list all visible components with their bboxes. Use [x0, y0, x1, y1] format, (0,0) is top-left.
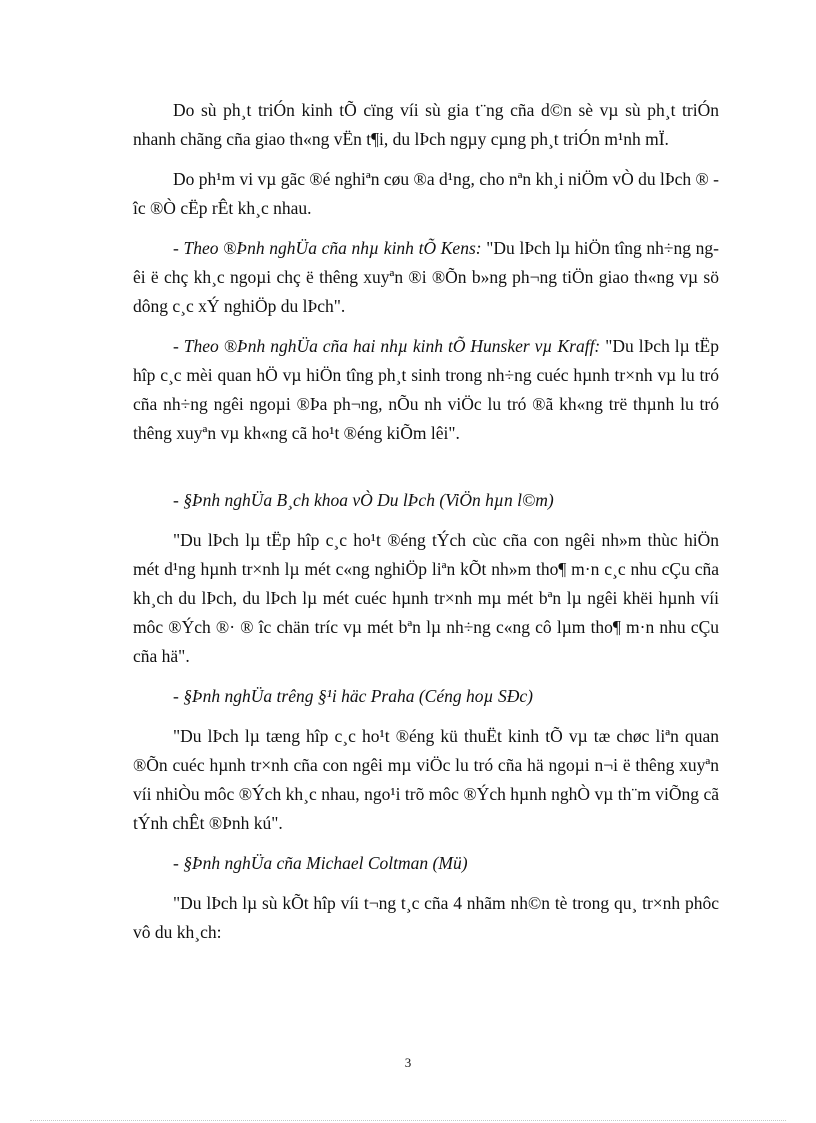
paragraph-2: Do ph¹m vi vµ gãc ®é nghiªn cøu ®a d¹ng, cho nªn kh¸i niÖm vÒ du lÞch ® îc ®Ò cËp rÊt kh¸c nhau. [133, 169, 719, 218]
paragraph-4: - Theo ®Þnh nghÜa cña hai nhµ kinh tÕ Hunsker vµ Kraff: "Du lÞch lµ tËp hîp c¸c mèi quan hÖ vµ hiÖn tîng ph¸t sinh trong nh÷ng cuéc hµnh tr×nh vµ lu tró cña nh÷ng ngêi ngoµi ®Þa ph¬ng, nÕu nh viÖc lu tró ®ã kh«ng trë thµnh lu tró thêng xuyªn vµ kh«ng cã ho¹t ®éng kiÕm lêi". [133, 336, 719, 443]
footer-divider [30, 1120, 786, 1121]
body-text [133, 96, 719, 958]
definition-heading: - §Þnh nghÜa cña Michael Coltman (Mü) [173, 853, 468, 873]
paragraph-9 [133, 849, 719, 878]
definition-lead: - Theo ®Þnh nghÜa cña nhµ kinh tÕ Kens: [173, 238, 482, 258]
definition-lead: - Theo ®Þnh nghÜa cña hai nhµ kinh tÕ Hunsker vµ Kraff: [173, 336, 601, 356]
paragraph-7 [133, 682, 719, 711]
paragraph-8: "Du lÞch lµ tæng hîp c¸c ho¹t ®éng kü thuËt kinh tÕ vµ tæ chøc liªn quan ®Õn cuéc hµnh tr×nh cña con ngêi mµ viÖc lu tró cña hä ngoµi n¬i ë thêng xuyªn víi nhiÒu môc ®Ých kh¸c nhau, ngo¹i trõ môc ®Ých hµnh nghÒ vµ th¨m viÕng cã tÝnh chÊt ®Þnh kú". [133, 726, 719, 833]
paragraph-3: - Theo ®Þnh nghÜa cña nhµ kinh tÕ Kens: "Du lÞch lµ hiÖn tîng nh÷ng ngêi ë chç kh¸c ngoµi chç ë thêng xuyªn ®i ®Õn b»ng ph¬ng tiÖn giao th«ng vµ sö dông c¸c xÝ nghiÖp du lÞch". [133, 238, 719, 316]
definition-heading: - §Þnh nghÜa trêng §¹i häc Praha (Céng hoµ SÐc) [173, 686, 533, 706]
definition-heading: - §Þnh nghÜa B¸ch khoa vÒ Du lÞch (ViÖn hµn l©m) [173, 490, 554, 510]
page-number: 3 [404, 1055, 412, 1070]
paragraph-10: "Du lÞch lµ sù kÕt hîp víi t¬ng t¸c cña 4 nhãm nh©n tè trong qu¸ tr×nh phôc vô du kh¸ch: [133, 893, 719, 942]
paragraph-6: "Du lÞch lµ tËp hîp c¸c ho¹t ®éng tÝch cùc cña con ngêi nh»m thùc hiÖn mét d¹ng hµnh tr×nh lµ mét c«ng nghiÖp liªn kÕt nh»m tho¶ m·n c¸c nhu cÇu cña kh¸ch du lÞch, du lÞch lµ mét cuéc hµnh tr×nh mµ mét bªn lµ ngêi khëi hµnh víi môc ®Ých ®· ® îc chän tríc vµ mét bªn lµ nh÷ng c«ng cô lµm tho¶ m·n nhu cÇu cña hä". [133, 530, 719, 666]
paragraph-1: Do sù ph¸t triÓn kinh tÕ cïng víi sù gia t¨ng cña d©n sè vµ sù ph¸t triÓn nhanh chãng cña giao th«ng vËn t¶i, du lÞch ngµy cµng ph¸t triÓn m¹nh mÏ. [133, 100, 719, 149]
paragraph-5 [133, 486, 719, 515]
